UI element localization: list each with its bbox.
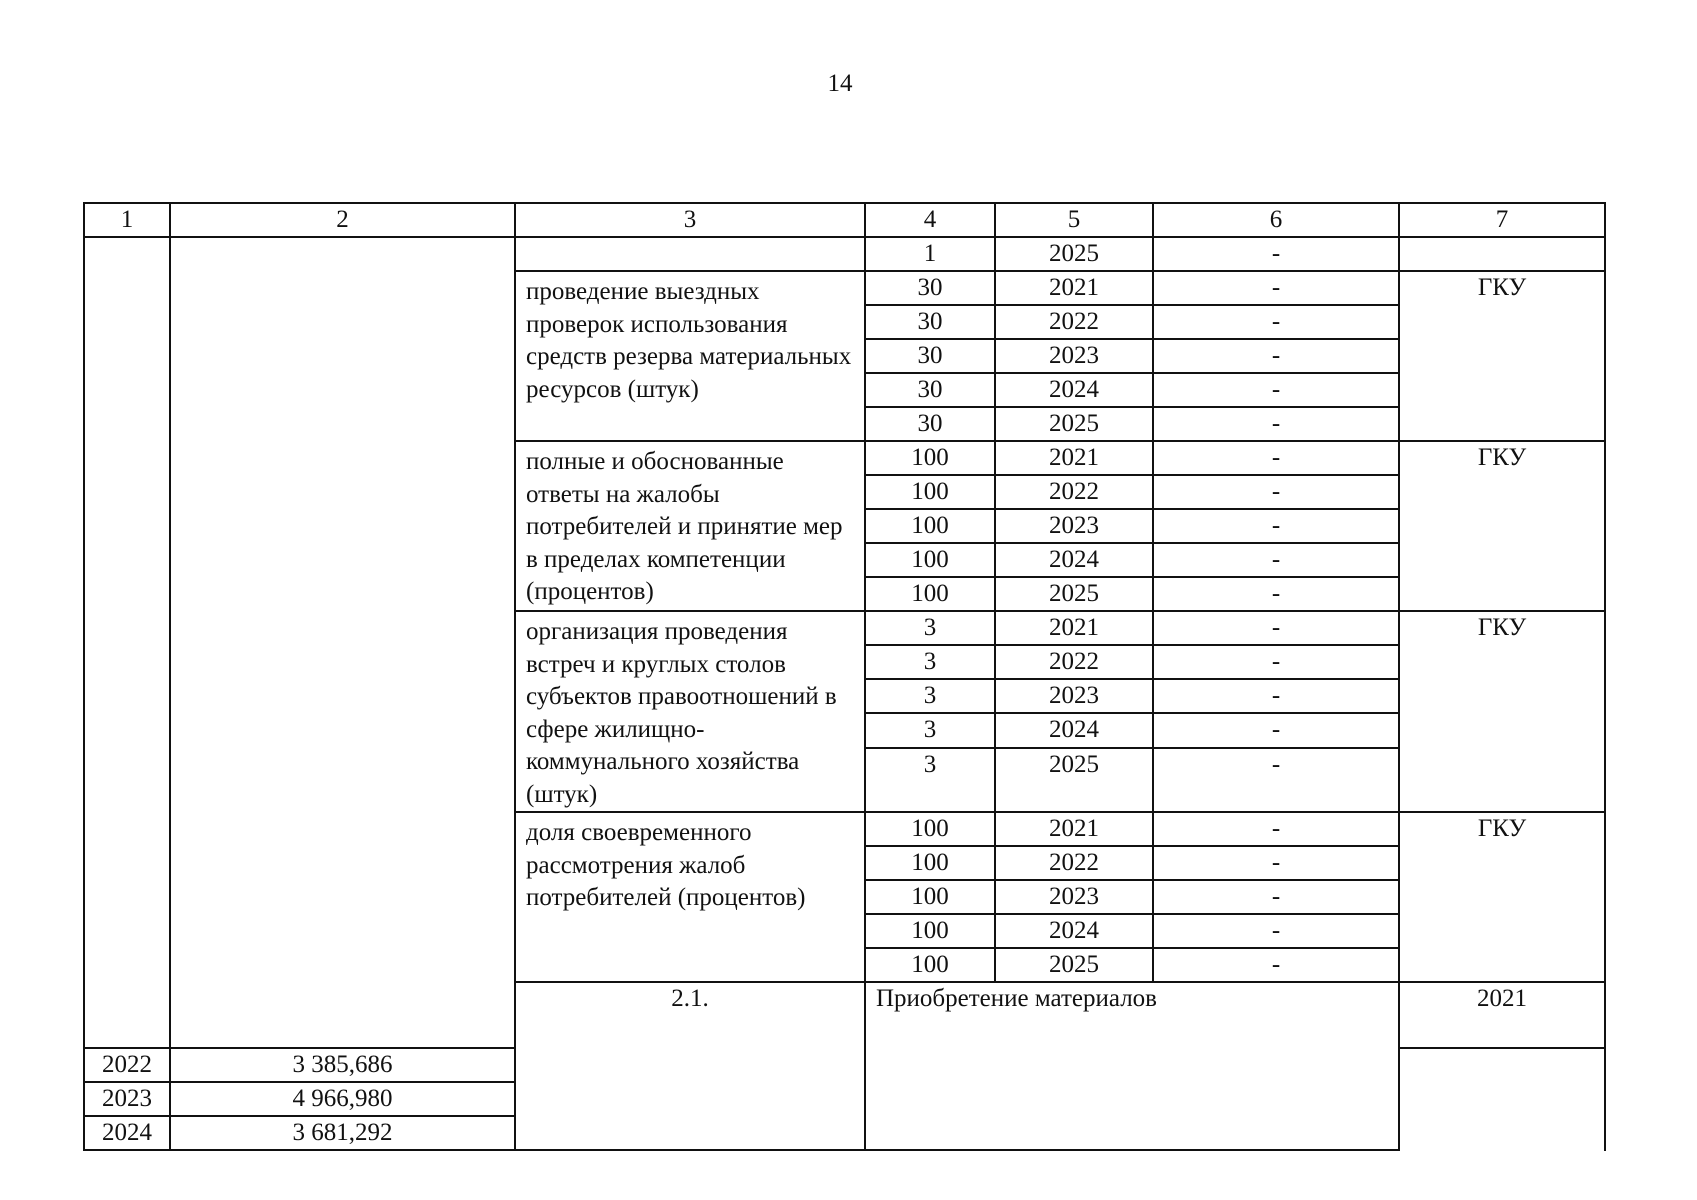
value-cell: 100 (865, 948, 995, 982)
year-cell: 2025 (995, 237, 1153, 271)
year-cell: 2024 (84, 1116, 170, 1150)
executor-cell: ГКУ (1399, 812, 1605, 982)
amount-cell: - (1153, 407, 1399, 441)
year-cell: 2022 (995, 305, 1153, 339)
amount-cell: - (1153, 748, 1399, 812)
value-cell: 100 (865, 812, 995, 846)
amount-cell: - (1153, 509, 1399, 543)
year-cell: 2022 (995, 645, 1153, 679)
value-cell: 100 (865, 577, 995, 611)
year-cell: 2025 (995, 407, 1153, 441)
amount-cell: - (1153, 645, 1399, 679)
page-number: 14 (827, 70, 853, 97)
value-cell: 30 (865, 407, 995, 441)
indicator-description: доля своевременного рассмотрения жалоб потребителей (процентов) (515, 812, 865, 982)
year-cell: 2023 (995, 679, 1153, 713)
amount-cell: - (1153, 812, 1399, 846)
col2-blank-cell (170, 237, 515, 1048)
year-cell: 2022 (995, 475, 1153, 509)
value-cell: 30 (865, 271, 995, 305)
year-cell: 2021 (995, 441, 1153, 475)
table-row (84, 237, 1605, 271)
value-cell: 3 (865, 679, 995, 713)
year-cell: 2021 (995, 271, 1153, 305)
year-cell: 2022 (995, 846, 1153, 880)
year-cell: 2025 (995, 577, 1153, 611)
amount-cell: - (1153, 305, 1399, 339)
value-cell: 3 (865, 645, 995, 679)
amount-cell: - (1153, 373, 1399, 407)
amount-cell: - (1153, 679, 1399, 713)
year-cell: 2024 (995, 914, 1153, 948)
amount-cell: - (1153, 914, 1399, 948)
value-cell: 100 (865, 441, 995, 475)
executor-cell: ГКУ (1399, 271, 1605, 441)
section-title: Приобретение материалов (865, 982, 1399, 1150)
value-cell: 100 (865, 509, 995, 543)
value-cell: 3 (865, 748, 995, 812)
value-cell: 3 (865, 713, 995, 747)
executor-blank-cell (1399, 237, 1605, 271)
year-cell: 2023 (995, 880, 1153, 914)
header-cell: 7 (1399, 203, 1605, 237)
year-cell: 2025 (995, 748, 1153, 812)
value-cell: 30 (865, 305, 995, 339)
amount-cell: - (1153, 237, 1399, 271)
header-cell: 1 (84, 203, 170, 237)
amount-cell: - (1153, 846, 1399, 880)
section-number: 2.1. (515, 982, 865, 1150)
header-row (84, 203, 1605, 237)
year-cell: 2022 (84, 1048, 170, 1082)
program-table (83, 202, 1606, 1151)
amount-cell: - (1153, 713, 1399, 747)
year-cell: 2023 (84, 1082, 170, 1116)
year-cell: 2021 (1399, 982, 1605, 1048)
executor-cell: ГКУ (1399, 441, 1605, 611)
amount-cell: 3 681,292 (170, 1116, 515, 1150)
header-cell: 6 (1153, 203, 1399, 237)
amount-cell: - (1153, 543, 1399, 577)
year-cell: 2024 (995, 373, 1153, 407)
amount-cell: - (1153, 339, 1399, 373)
amount-cell: 3 385,686 (170, 1048, 515, 1082)
col3-blank-cell (515, 237, 865, 271)
year-cell: 2021 (995, 611, 1153, 645)
amount-cell: - (1153, 611, 1399, 645)
amount-cell: 4 966,980 (170, 1082, 515, 1116)
value-cell: 100 (865, 914, 995, 948)
col1-blank-cell (84, 237, 170, 1048)
year-cell: 2024 (995, 713, 1153, 747)
value-cell: 30 (865, 339, 995, 373)
indicator-description: организация проведения встреч и круглых столов субъектов правоотношений в сфере жилищно-коммунального хозяйства (штук) (515, 611, 865, 812)
header-cell: 5 (995, 203, 1153, 237)
year-cell: 2023 (995, 509, 1153, 543)
value-cell: 100 (865, 880, 995, 914)
header-cell: 2 (170, 203, 515, 237)
header-cell: 3 (515, 203, 865, 237)
value-cell: 1 (865, 237, 995, 271)
indicator-description: проведение выездных проверок использования средств резерва материальных ресурсов (штук) (515, 271, 865, 441)
amount-cell: - (1153, 475, 1399, 509)
amount-cell: - (1153, 880, 1399, 914)
value-cell: 100 (865, 846, 995, 880)
value-cell: 30 (865, 373, 995, 407)
value-cell: 100 (865, 543, 995, 577)
indicator-description: полные и обоснованные ответы на жалобы потребителей и принятие мер в пределах компетенции (процентов) (515, 441, 865, 611)
header-cell: 4 (865, 203, 995, 237)
value-cell: 3 (865, 611, 995, 645)
year-cell: 2024 (995, 543, 1153, 577)
amount-cell: - (1153, 271, 1399, 305)
amount-cell: - (1153, 577, 1399, 611)
executor-cell: ГКУ (1399, 611, 1605, 812)
year-cell: 2023 (995, 339, 1153, 373)
year-cell: 2025 (995, 948, 1153, 982)
amount-cell: - (1153, 948, 1399, 982)
value-cell: 100 (865, 475, 995, 509)
amount-cell: - (1153, 441, 1399, 475)
year-cell: 2021 (995, 812, 1153, 846)
